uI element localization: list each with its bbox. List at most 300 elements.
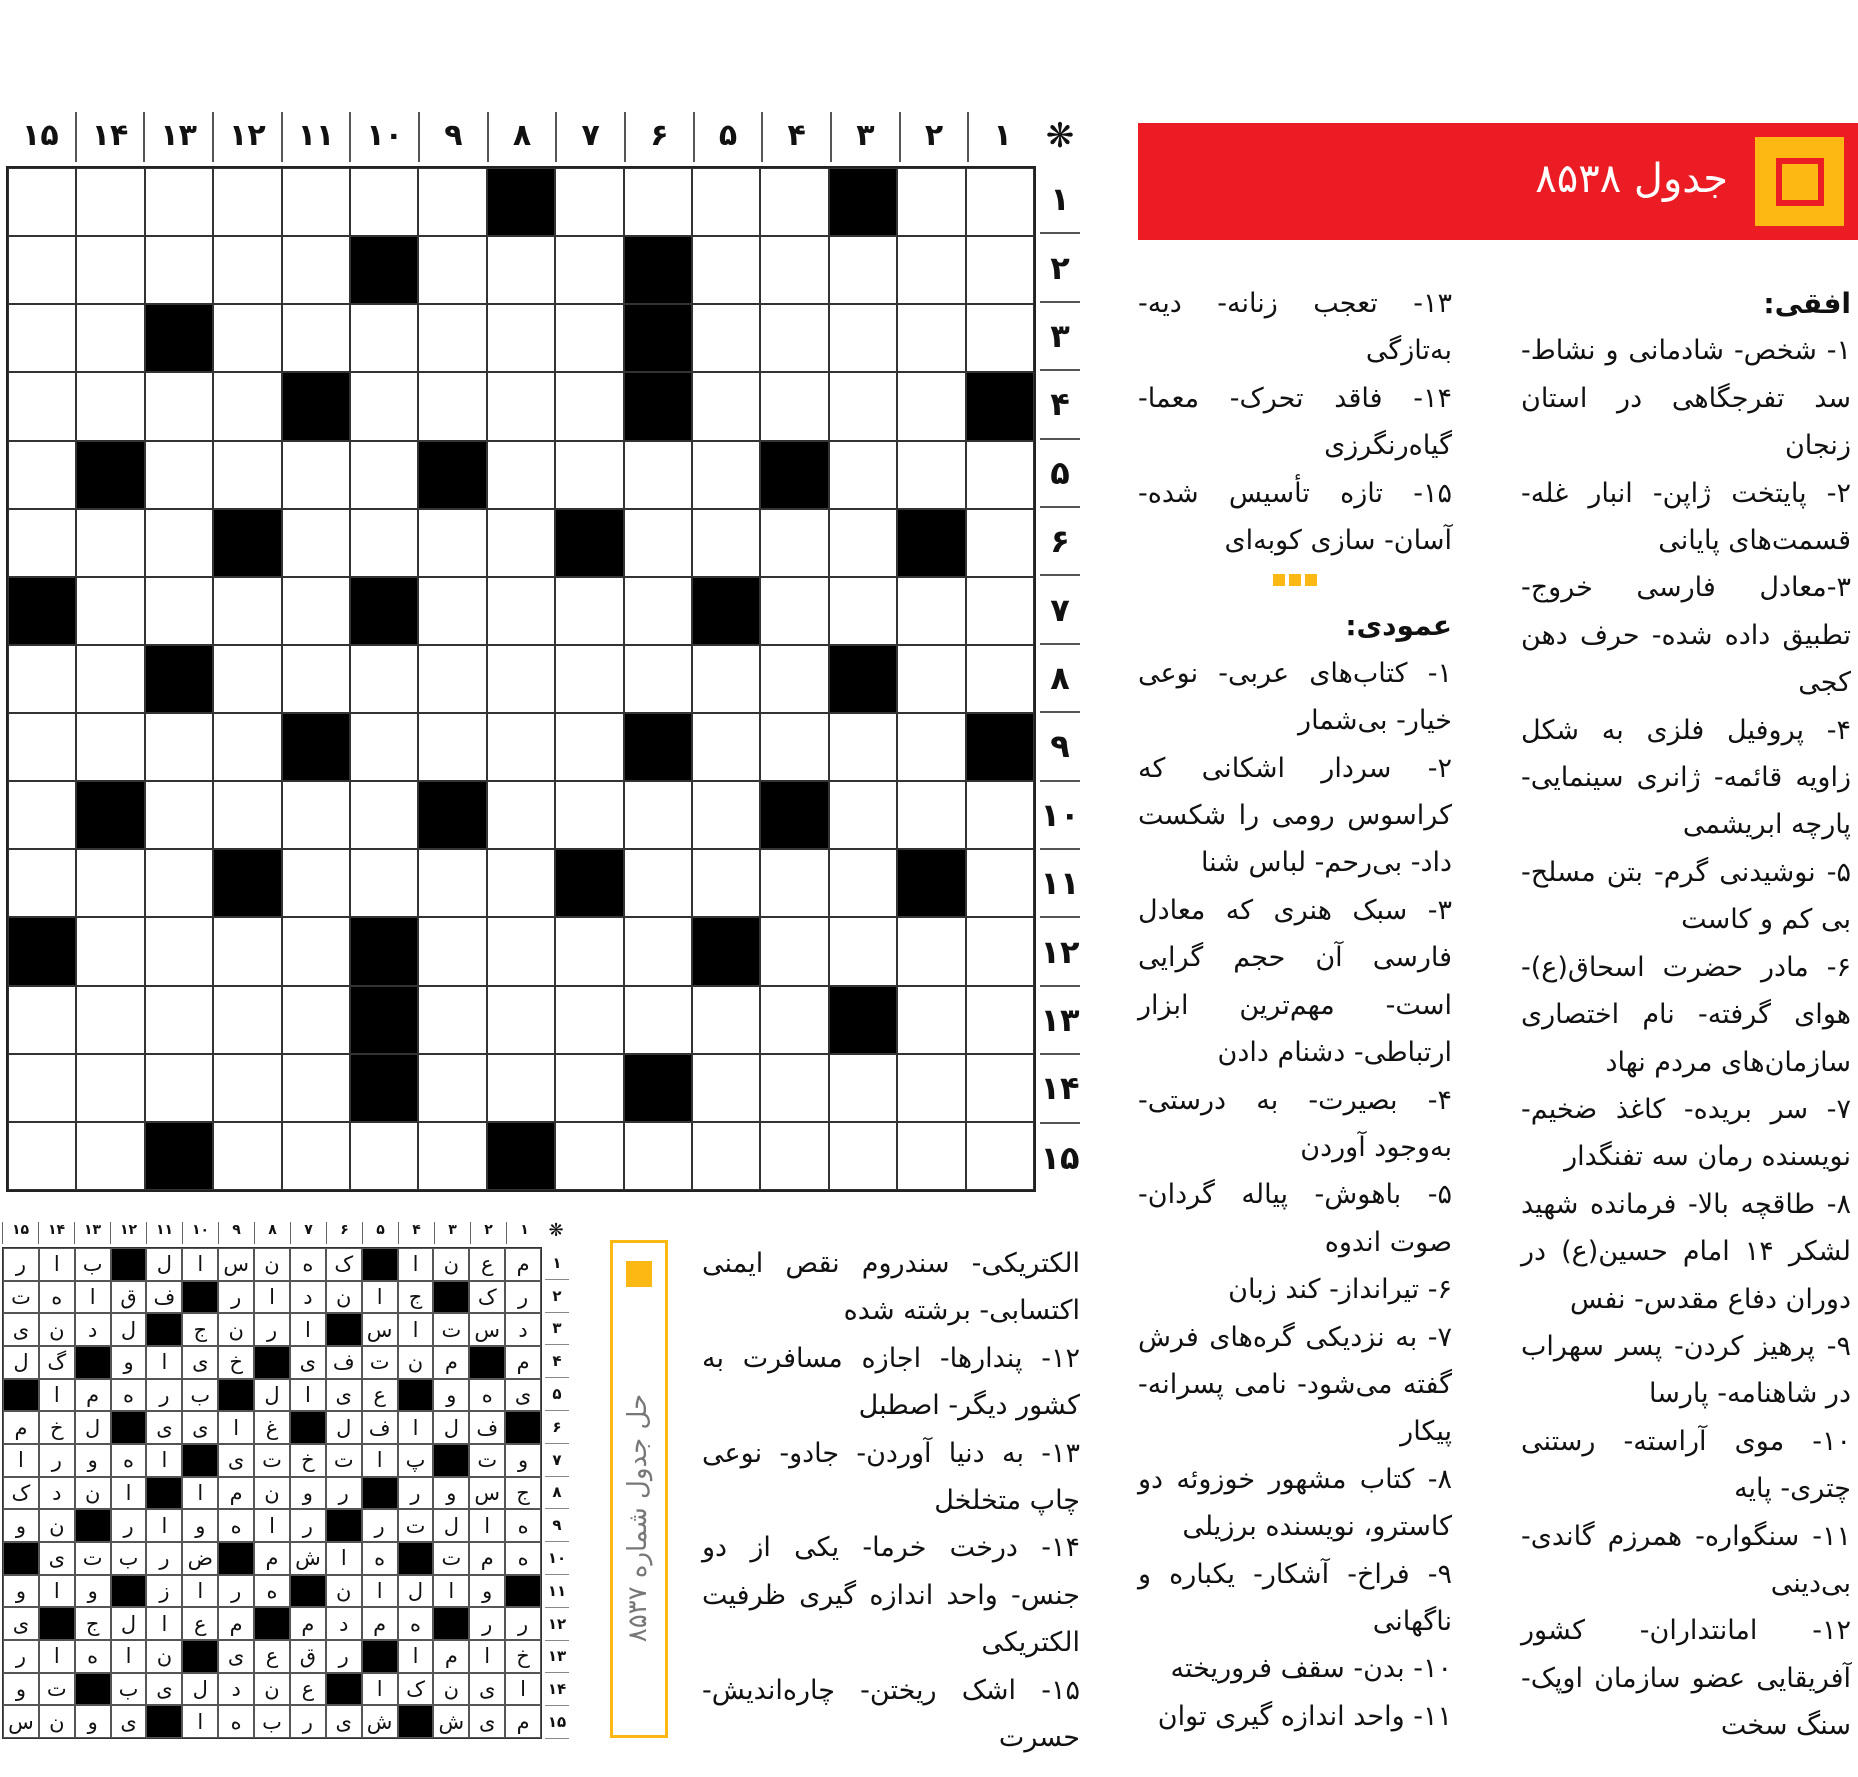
grid-cell[interactable] — [897, 168, 965, 236]
grid-cell[interactable] — [966, 168, 1034, 236]
solution-cell: ه — [218, 1509, 254, 1542]
grid-cell[interactable] — [897, 577, 965, 645]
black-cell — [398, 1705, 434, 1738]
grid-cell[interactable] — [692, 1054, 760, 1122]
grid-cell[interactable] — [829, 441, 897, 509]
solution-cell: و — [433, 1477, 469, 1510]
grid-cell[interactable] — [760, 645, 828, 713]
grid-cell[interactable] — [8, 372, 76, 440]
solution-cell: ر — [505, 1607, 541, 1640]
grid-cell[interactable] — [418, 372, 486, 440]
black-cell — [624, 372, 692, 440]
grid-cell[interactable] — [145, 168, 213, 236]
grid-cell[interactable] — [829, 781, 897, 849]
grid-cell[interactable] — [76, 304, 144, 372]
grid-cell[interactable] — [282, 1054, 350, 1122]
grid-cell[interactable] — [487, 441, 555, 509]
grid-cell[interactable] — [76, 577, 144, 645]
grid-cell[interactable] — [897, 304, 965, 372]
solution-cell: و — [290, 1477, 326, 1510]
row-number: ۲ — [545, 1280, 569, 1313]
grid-cell[interactable] — [350, 441, 418, 509]
solution-cell: ش — [362, 1705, 398, 1738]
grid-cell[interactable] — [350, 1122, 418, 1190]
solution-cell: ت — [3, 1281, 39, 1314]
solution-cell: م — [469, 1542, 505, 1575]
solution-cell: ی — [290, 1346, 326, 1379]
grid-cell[interactable] — [76, 1122, 144, 1190]
grid-cell[interactable] — [624, 509, 692, 577]
grid-cell[interactable] — [624, 645, 692, 713]
solution-cell: د — [326, 1607, 362, 1640]
across-clue: ۵- نوشیدنی گرم- بتن مسلح- بی کم و کاست — [1521, 856, 1851, 936]
solution-cell: ن — [218, 1313, 254, 1346]
grid-cell[interactable] — [760, 713, 828, 781]
solution-cell: ق — [290, 1640, 326, 1673]
grid-cell[interactable] — [692, 304, 760, 372]
solution-cell: ا — [111, 1477, 147, 1510]
solution-cell: م — [218, 1607, 254, 1640]
grid-cell[interactable] — [692, 645, 760, 713]
grid-cell[interactable] — [966, 781, 1034, 849]
solution-cell: خ — [505, 1640, 541, 1673]
column-number: ۱۳ — [74, 1222, 110, 1244]
grid-cell[interactable] — [145, 849, 213, 917]
grid-cell[interactable] — [350, 372, 418, 440]
solution-cell: و — [111, 1346, 147, 1379]
grid-cell[interactable] — [760, 1054, 828, 1122]
solution-cell: م — [3, 1411, 39, 1444]
grid-cell[interactable] — [760, 372, 828, 440]
grid-cell[interactable] — [282, 236, 350, 304]
grid-cell[interactable] — [829, 917, 897, 985]
grid-cell[interactable] — [624, 986, 692, 1054]
grid-cell[interactable] — [555, 168, 623, 236]
grid-cell[interactable] — [966, 1054, 1034, 1122]
grid-cell[interactable] — [897, 986, 965, 1054]
grid-cell[interactable] — [487, 236, 555, 304]
grid-cell[interactable] — [213, 917, 281, 985]
solution-cell: ه — [398, 1607, 434, 1640]
grid-cell[interactable] — [282, 645, 350, 713]
grid-cell[interactable] — [76, 645, 144, 713]
solution-cell: و — [182, 1509, 218, 1542]
solution-cell: ا — [362, 1444, 398, 1477]
solution-cell: ی — [146, 1673, 182, 1706]
black-cell — [433, 1444, 469, 1477]
grid-cell[interactable] — [692, 713, 760, 781]
solution-cell: ک — [3, 1477, 39, 1510]
grid-cell[interactable] — [897, 441, 965, 509]
grid-cell[interactable] — [145, 236, 213, 304]
down-clue: الکتریکی- سندروم نقص ایمنی اکتسابی- برشته شده — [702, 1248, 1080, 1327]
grid-cell[interactable] — [282, 577, 350, 645]
grid-cell[interactable] — [692, 236, 760, 304]
grid-cell[interactable] — [897, 917, 965, 985]
grid-cell[interactable] — [692, 849, 760, 917]
black-cell — [760, 781, 828, 849]
grid-cell[interactable] — [76, 236, 144, 304]
solution-cell: ج — [505, 1477, 541, 1510]
grid-cell[interactable] — [966, 917, 1034, 985]
grid-cell[interactable] — [692, 509, 760, 577]
column-number: ۴ — [398, 1222, 434, 1244]
grid-cell[interactable] — [829, 713, 897, 781]
grid-cell[interactable] — [8, 236, 76, 304]
solution-cell: ه — [362, 1542, 398, 1575]
solution-cell: ه — [469, 1379, 505, 1412]
grid-cell[interactable] — [966, 509, 1034, 577]
grid-cell[interactable] — [418, 1122, 486, 1190]
grid-cell[interactable] — [213, 645, 281, 713]
solution-cell: خ — [290, 1444, 326, 1477]
solution-cell: ف — [362, 1411, 398, 1444]
grid-cell[interactable] — [760, 577, 828, 645]
grid-cell[interactable] — [487, 509, 555, 577]
grid-cell[interactable] — [76, 986, 144, 1054]
grid-cell[interactable] — [966, 236, 1034, 304]
grid-cell[interactable] — [418, 849, 486, 917]
grid-cell[interactable] — [145, 917, 213, 985]
grid-cell[interactable] — [487, 917, 555, 985]
solution-cell: ج — [75, 1607, 111, 1640]
across-clue: ۱۲- امانتداران- کشور آفریقایی عضو سازمان اوپک- سنگ سخت — [1521, 1615, 1851, 1742]
grid-marker: ❋ — [1045, 116, 1075, 156]
grid-cell[interactable] — [418, 168, 486, 236]
grid-cell[interactable] — [555, 441, 623, 509]
black-cell — [182, 1444, 218, 1477]
grid-cell[interactable] — [145, 441, 213, 509]
grid-cell[interactable] — [487, 372, 555, 440]
solution-cell: پ — [398, 1444, 434, 1477]
grid-cell[interactable] — [145, 1054, 213, 1122]
grid-cell[interactable] — [555, 372, 623, 440]
grid-cell[interactable] — [282, 509, 350, 577]
solution-cell: ت — [433, 1542, 469, 1575]
solution-cell: ا — [362, 1673, 398, 1706]
down-clue: ۱۲- پندارها- اجازه مسافرت به کشور دیگر- اصطبل — [702, 1342, 1080, 1422]
grid-cell[interactable] — [76, 372, 144, 440]
grid-cell[interactable] — [829, 577, 897, 645]
grid-cell[interactable] — [829, 372, 897, 440]
solution-cell: ت — [433, 1313, 469, 1346]
grid-cell[interactable] — [76, 168, 144, 236]
crossword-grid — [6, 166, 1036, 1192]
grid-cell[interactable] — [145, 509, 213, 577]
grid-cell[interactable] — [966, 645, 1034, 713]
grid-cell[interactable] — [282, 304, 350, 372]
grid-cell[interactable] — [624, 577, 692, 645]
grid-cell[interactable] — [213, 781, 281, 849]
grid-cell[interactable] — [760, 849, 828, 917]
grid-cell[interactable] — [350, 645, 418, 713]
grid-cell[interactable] — [692, 1122, 760, 1190]
grid-cell[interactable] — [897, 372, 965, 440]
grid-cell[interactable] — [213, 713, 281, 781]
grid-cell[interactable] — [418, 577, 486, 645]
row-number: ۹ — [545, 1509, 569, 1542]
solution-cell: م — [433, 1346, 469, 1379]
grid-cell[interactable] — [418, 986, 486, 1054]
grid-cell[interactable] — [350, 713, 418, 781]
grid-cell[interactable] — [487, 577, 555, 645]
solution-cell: ی — [326, 1705, 362, 1738]
grid-cell[interactable] — [966, 441, 1034, 509]
grid-cell[interactable] — [555, 917, 623, 985]
grid-cell[interactable] — [692, 168, 760, 236]
grid-cell[interactable] — [487, 986, 555, 1054]
solution-cell: م — [362, 1607, 398, 1640]
solution-grid — [2, 1247, 542, 1739]
grid-cell[interactable] — [692, 986, 760, 1054]
solution-cell: ا — [469, 1509, 505, 1542]
black-cell — [692, 577, 760, 645]
grid-cell[interactable] — [555, 645, 623, 713]
black-cell — [282, 372, 350, 440]
solution-cell: ی — [182, 1411, 218, 1444]
grid-cell[interactable] — [487, 781, 555, 849]
across-clue: ۱۰- موی آراسته- رستنی چتری- پایه — [1521, 1425, 1851, 1505]
grid-cell[interactable] — [350, 849, 418, 917]
black-cell — [75, 1346, 111, 1379]
puzzle-header — [1138, 123, 1858, 240]
solution-cell: س — [362, 1313, 398, 1346]
grid-cell[interactable] — [829, 304, 897, 372]
grid-cell[interactable] — [282, 849, 350, 917]
black-cell — [350, 577, 418, 645]
grid-cell[interactable] — [966, 849, 1034, 917]
grid-cell[interactable] — [76, 917, 144, 985]
grid-cell[interactable] — [897, 645, 965, 713]
grid-cell[interactable] — [487, 1054, 555, 1122]
row-number: ۱ — [1040, 166, 1080, 234]
row-number: ۳ — [545, 1313, 569, 1346]
grid-cell[interactable] — [555, 781, 623, 849]
grid-cell[interactable] — [145, 577, 213, 645]
column-number: ۱۴ — [75, 112, 144, 162]
grid-cell[interactable] — [897, 1122, 965, 1190]
black-cell — [326, 1509, 362, 1542]
grid-cell[interactable] — [418, 304, 486, 372]
grid-cell[interactable] — [829, 509, 897, 577]
grid-cell[interactable] — [8, 645, 76, 713]
black-cell — [111, 1411, 147, 1444]
grid-cell[interactable] — [418, 509, 486, 577]
grid-cell[interactable] — [282, 917, 350, 985]
solution-label-box — [610, 1240, 668, 1738]
grid-cell[interactable] — [8, 168, 76, 236]
grid-cell[interactable] — [555, 577, 623, 645]
black-cell — [111, 1248, 147, 1281]
solution-cell: ا — [362, 1575, 398, 1608]
grid-cell[interactable] — [624, 168, 692, 236]
solution-column-numbers — [2, 1222, 542, 1244]
solution-cell: و — [75, 1575, 111, 1608]
down-clue: ۲- سردار اشکانی که کراسوس رومی را شکست داد- بی‌رحم- لباس شنا — [1138, 752, 1452, 879]
grid-cell[interactable] — [145, 781, 213, 849]
solution-cell: ش — [290, 1542, 326, 1575]
grid-cell[interactable] — [829, 1054, 897, 1122]
solution-cell: ر — [398, 1477, 434, 1510]
grid-cell[interactable] — [8, 509, 76, 577]
arrow-down-left-icon — [1755, 137, 1844, 226]
column-number: ۱۲ — [110, 1222, 146, 1244]
grid-cell[interactable] — [213, 441, 281, 509]
grid-cell[interactable] — [624, 441, 692, 509]
row-number: ۱۵ — [545, 1706, 569, 1739]
grid-cell[interactable] — [418, 713, 486, 781]
grid-cell[interactable] — [418, 917, 486, 985]
solution-cell: م — [505, 1346, 541, 1379]
grid-cell[interactable] — [966, 577, 1034, 645]
black-cell — [624, 304, 692, 372]
across-clue: ۴- پروفیل فلزی به شکل زاویه قائمه- ژانری سینمایی- پارچه ابریشمی — [1521, 714, 1851, 841]
column-number: ۶ — [326, 1222, 362, 1244]
row-number: ۸ — [545, 1477, 569, 1510]
grid-cell[interactable] — [966, 1122, 1034, 1190]
grid-cell[interactable] — [8, 1122, 76, 1190]
grid-cell[interactable] — [350, 781, 418, 849]
down-clues-continued — [702, 1240, 1080, 1761]
solution-cell: ه — [39, 1281, 75, 1314]
solution-cell: و — [3, 1509, 39, 1542]
grid-cell[interactable] — [555, 304, 623, 372]
row-number: ۱۲ — [545, 1608, 569, 1641]
grid-cell[interactable] — [76, 849, 144, 917]
solution-cell: ن — [433, 1248, 469, 1281]
grid-cell[interactable] — [966, 304, 1034, 372]
grid-cell[interactable] — [213, 372, 281, 440]
grid-cell[interactable] — [282, 441, 350, 509]
grid-cell[interactable] — [760, 509, 828, 577]
down-clue: ۱۱- واحد اندازه گیری توان — [1157, 1700, 1452, 1732]
solution-cell: ی — [182, 1346, 218, 1379]
grid-cell[interactable] — [213, 304, 281, 372]
grid-cell[interactable] — [213, 168, 281, 236]
across-clue: ۳-معادل فارسی خروج- تطبیق داده شده- حرف دهن کجی — [1521, 572, 1851, 699]
grid-cell[interactable] — [487, 713, 555, 781]
black-cell — [505, 1575, 541, 1608]
grid-cell[interactable] — [487, 304, 555, 372]
grid-cell[interactable] — [487, 849, 555, 917]
grid-cell[interactable] — [555, 1054, 623, 1122]
grid-cell[interactable] — [760, 236, 828, 304]
black-cell — [350, 917, 418, 985]
grid-cell[interactable] — [897, 236, 965, 304]
grid-cell[interactable] — [555, 713, 623, 781]
grid-cell[interactable] — [760, 986, 828, 1054]
black-cell — [966, 372, 1034, 440]
grid-cell[interactable] — [624, 1122, 692, 1190]
grid-cell[interactable] — [213, 577, 281, 645]
grid-cell[interactable] — [760, 304, 828, 372]
grid-cell[interactable] — [829, 1122, 897, 1190]
grid-cell[interactable] — [418, 1054, 486, 1122]
grid-cell[interactable] — [8, 441, 76, 509]
grid-cell[interactable] — [897, 713, 965, 781]
solution-cell: ن — [39, 1705, 75, 1738]
solution-cell: و — [433, 1379, 469, 1412]
grid-cell[interactable] — [487, 645, 555, 713]
grid-cell[interactable] — [8, 986, 76, 1054]
solution-cell: ع — [290, 1673, 326, 1706]
grid-cell[interactable] — [76, 713, 144, 781]
grid-cell[interactable] — [829, 236, 897, 304]
grid-cell[interactable] — [829, 849, 897, 917]
grid-cell[interactable] — [760, 917, 828, 985]
grid-cell[interactable] — [213, 1054, 281, 1122]
grid-cell[interactable] — [692, 372, 760, 440]
grid-cell[interactable] — [624, 917, 692, 985]
grid-cell[interactable] — [624, 781, 692, 849]
grid-cell[interactable] — [213, 236, 281, 304]
solution-cell: ج — [398, 1281, 434, 1314]
grid-cell[interactable] — [692, 441, 760, 509]
grid-cell[interactable] — [624, 849, 692, 917]
solution-cell: ه — [218, 1705, 254, 1738]
solution-cell: س — [469, 1313, 505, 1346]
solution-cell: ی — [218, 1640, 254, 1673]
grid-cell[interactable] — [213, 1122, 281, 1190]
solution-cell: م — [254, 1542, 290, 1575]
down-clue: ۱۴- درخت خرما- یکی از دو جنس- واحد اندازه گیری ظرفیت الکتریکی — [702, 1532, 1080, 1659]
grid-cell[interactable] — [760, 1122, 828, 1190]
grid-cell[interactable] — [76, 1054, 144, 1122]
grid-cell[interactable] — [350, 304, 418, 372]
solution-cell: ه — [111, 1444, 147, 1477]
grid-cell[interactable] — [8, 849, 76, 917]
grid-cell[interactable] — [692, 781, 760, 849]
grid-cell[interactable] — [8, 1054, 76, 1122]
solution-cell: ا — [182, 1575, 218, 1608]
solution-cell: ا — [398, 1411, 434, 1444]
solution-cell: ی — [505, 1379, 541, 1412]
grid-cell[interactable] — [555, 986, 623, 1054]
grid-cell[interactable] — [282, 1122, 350, 1190]
grid-cell[interactable] — [555, 1122, 623, 1190]
grid-cell[interactable] — [282, 986, 350, 1054]
grid-cell[interactable] — [8, 713, 76, 781]
grid-cell[interactable] — [145, 713, 213, 781]
solution-cell: ر — [505, 1281, 541, 1314]
column-number: ۱۵ — [2, 1222, 38, 1244]
grid-cell[interactable] — [282, 781, 350, 849]
grid-cell[interactable] — [145, 372, 213, 440]
grid-cell[interactable] — [145, 986, 213, 1054]
grid-cell[interactable] — [760, 168, 828, 236]
grid-cell[interactable] — [213, 986, 281, 1054]
grid-cell[interactable] — [76, 509, 144, 577]
solution-cell: ن — [254, 1248, 290, 1281]
column-number: ۸ — [254, 1222, 290, 1244]
grid-cell[interactable] — [418, 645, 486, 713]
grid-cell[interactable] — [418, 236, 486, 304]
grid-cell[interactable] — [350, 168, 418, 236]
grid-cell[interactable] — [897, 781, 965, 849]
solution-cell: ر — [469, 1607, 505, 1640]
grid-cell[interactable] — [555, 236, 623, 304]
grid-cell[interactable] — [282, 168, 350, 236]
grid-cell[interactable] — [897, 1054, 965, 1122]
solution-cell: ا — [75, 1281, 111, 1314]
solution-cell: ا — [146, 1346, 182, 1379]
grid-cell[interactable] — [966, 986, 1034, 1054]
grid-cell[interactable] — [8, 781, 76, 849]
grid-cell[interactable] — [8, 304, 76, 372]
grid-cell[interactable] — [350, 509, 418, 577]
column-number: ۱ — [967, 112, 1036, 162]
row-number: ۱۲ — [1040, 918, 1080, 986]
